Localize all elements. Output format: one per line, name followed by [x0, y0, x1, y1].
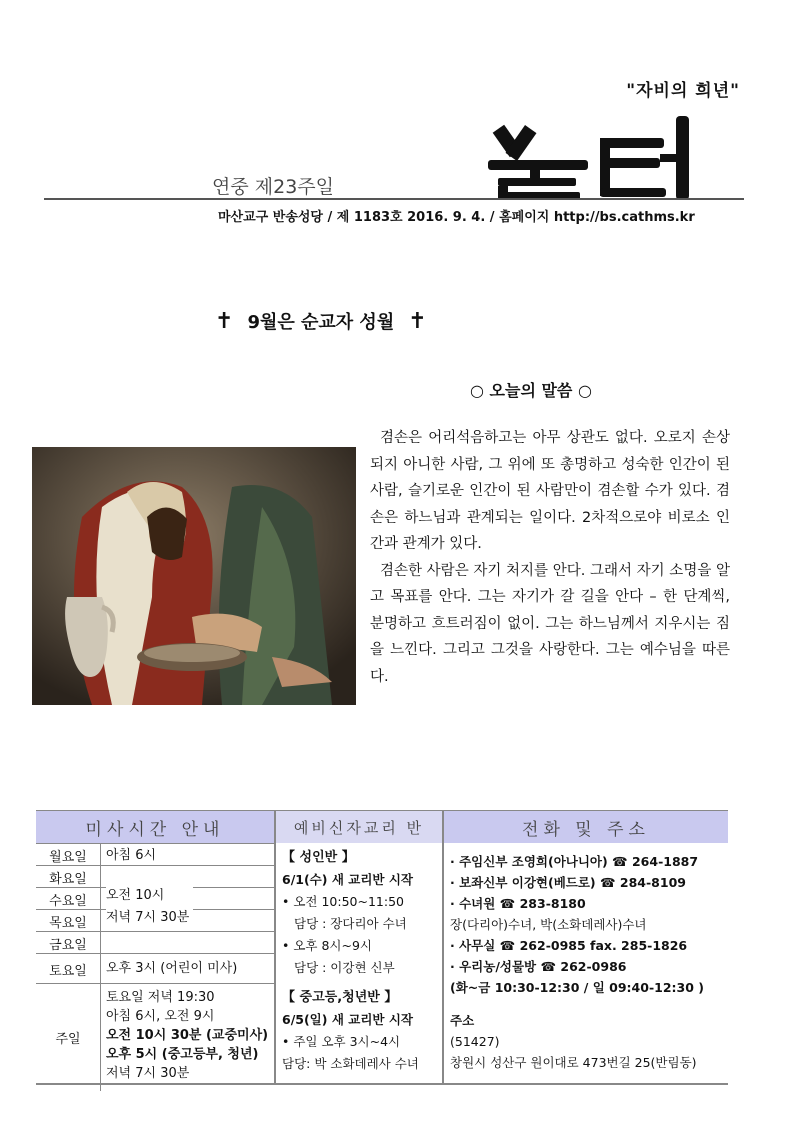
mass-row — [36, 953, 274, 984]
mass-time: 토요일 저녁 19:30 — [106, 990, 215, 1005]
mass-time: 아침 6시, 오전 9시 — [106, 1009, 215, 1024]
contact-line — [450, 998, 726, 1010]
mass-row — [36, 931, 274, 954]
masthead-logo — [470, 108, 720, 203]
mass-time: 오전 10시 — [106, 888, 165, 903]
mass-schedule — [36, 843, 274, 1090]
catechism-header: 예비신자교리 반 — [276, 811, 442, 843]
mass-time: 오후 5시 (중고등부, 청년) — [106, 1047, 259, 1062]
contact-line: · 보좌신부 이강현(베드로) ☎ 284-8109 — [450, 875, 686, 890]
cross-icon: ✝ — [408, 308, 427, 334]
address-label: 주소 — [450, 1013, 475, 1028]
mass-schedule-header: 미사시간 안내 — [36, 811, 274, 843]
contact-line: · 사무실 ☎ 262-0985 fax. 285-1826 — [450, 938, 688, 953]
word-title: ○ 오늘의 말씀 ○ — [470, 381, 592, 400]
day-label: 목요일 — [36, 910, 101, 932]
address: 창원시 성산구 원이대로 473번길 25(반림동) — [450, 1055, 697, 1070]
day-label: 토요일 — [36, 954, 101, 984]
reflection-paragraph: 겸손한 사람은 자기 처지를 안다. 그래서 자기 소명을 알고 목표를 안다. 그는 자기가 갈 길을 안다 – 한 단계씩, 분명하고 흐트러짐이 없이. 그는 하느님께서 지우시는 짐을 느낀다. 그리고 그것을 사랑한다. 그는 예수님을 따른다. — [370, 562, 730, 685]
column-divider — [442, 811, 444, 1083]
foot-washing-painting — [32, 447, 356, 705]
contact-line: · 우리농/성물방 ☎ 262-0986 — [450, 959, 627, 974]
contact-line: · 수녀원 ☎ 283-8180 — [450, 896, 586, 911]
cross-icon: ✝ — [215, 308, 234, 334]
postal-code: (51427) — [450, 1034, 500, 1049]
weekday-mass-times — [106, 885, 193, 929]
liturgical-week: 연중 제23주일 — [212, 176, 334, 198]
contact-info — [450, 851, 726, 1098]
catechism-info — [282, 847, 442, 1094]
mass-time: 오후 3시 (어린이 미사) — [106, 961, 238, 976]
catechism-line: 담당 : 장다리아 수녀 — [294, 916, 407, 931]
motto: "자비의 희년" — [626, 81, 740, 101]
headline-text: 9월은 순교자 성월 — [247, 312, 395, 333]
header-divider — [44, 198, 744, 200]
day-label: 화요일 — [36, 866, 101, 888]
info-table — [36, 810, 728, 1085]
reflection-text — [370, 425, 730, 690]
catechism-line: 담당 : 이강현 신부 — [294, 960, 395, 975]
catechism-line: • 주일 오후 3시~4시 — [282, 1034, 401, 1049]
publication-info: 마산교구 반송성당 / 제 1183호 2016. 9. 4. / 홈페이지 http://bs.cathms.kr — [218, 210, 695, 225]
day-label: 수요일 — [36, 888, 101, 910]
contact-line: 장(다리아)수녀, 박(소화데레사)수녀 — [450, 917, 647, 932]
day-label: 월요일 — [36, 844, 101, 866]
contact-header: 전화 및 주소 — [444, 811, 728, 843]
day-label: 금요일 — [36, 932, 101, 954]
catechism-line: 6/1(수) 새 교리반 시작 — [282, 872, 413, 887]
sunday-mass-times — [106, 988, 268, 1083]
contact-line: (화~금 10:30-12:30 / 일 09:40-12:30 ) — [450, 980, 704, 995]
catechism-section-title: 【 성인반 】 — [282, 850, 355, 865]
mass-time: 저녁 7시 30분 — [106, 910, 190, 925]
catechism-line: • 오후 8시~9시 — [282, 938, 372, 953]
catechism-line: • 오전 10:50~11:50 — [282, 894, 404, 909]
mass-row — [36, 983, 274, 1091]
mass-time: 오전 10시 30분 (교중미사) — [106, 1028, 269, 1043]
catechism-section-title: 【 중고등,청년반 】 — [282, 990, 398, 1005]
mass-time: 아침 6시 — [106, 848, 157, 863]
day-label: 주일 — [36, 984, 101, 1091]
catechism-line: 6/5(일) 새 교리반 시작 — [282, 1012, 413, 1027]
contact-line: · 주임신부 조영희(아나니아) ☎ 264-1887 — [450, 854, 699, 869]
mass-time: 저녁 7시 30분 — [106, 1066, 190, 1081]
column-divider — [274, 811, 276, 1083]
headline — [215, 308, 515, 334]
reflection-paragraph: 겸손은 어리석음하고는 아무 상관도 없다. 오로지 손상되지 아니한 사람, 그 위에 또 총명하고 성숙한 인간이 된 사람, 슬기로운 인간이 된 사람만이 겸손할 수가 있다. 겸손은 하느님과 관계되는 일이다. 2차적으로야 비로소 인간과 관계가 있다. — [370, 430, 730, 552]
mass-row — [36, 843, 274, 866]
catechism-line: 담당: 박 소화데레사 수녀 — [282, 1056, 419, 1071]
